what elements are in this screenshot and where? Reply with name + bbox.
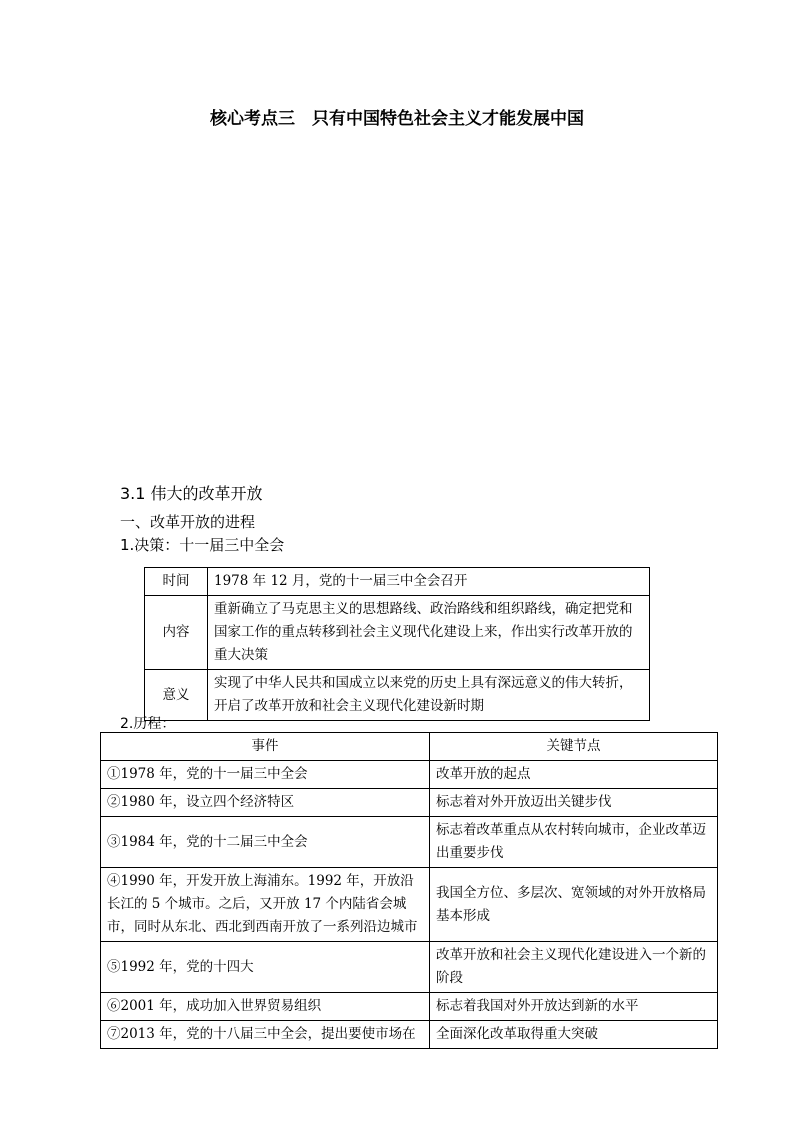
table-row [145,670,650,721]
table-row [145,596,650,670]
table-row [101,993,718,1021]
table-row [101,789,718,817]
table-cell-event: ①1978 年，党的十一届三中全会 [101,761,430,789]
subheading-process: 2.历程： [120,716,176,732]
table-cell-event: ②1980 年，设立四个经济特区 [101,789,430,817]
table-cell-value: 实现了中华人民共和国成立以来党的历史上具有深远意义的伟大转折，开启了改革开放和社会主义现代化建设新时期 [208,670,650,721]
decision-table [144,567,650,721]
table-cell-node: 标志着改革重点从农村转向城市，企业改革迈出重要步伐 [430,817,718,868]
table-cell-event: ⑤1992 年，党的十四大 [101,942,430,993]
section-heading: 3.1 伟大的改革开放 [120,484,263,503]
table-row [101,942,718,993]
table-cell-node: 改革开放和社会主义现代化建设进入一个新的阶段 [430,942,718,993]
table-cell-event: ⑥2001 年，成功加入世界贸易组织 [101,993,430,1021]
table-cell-key: 意义 [145,670,208,721]
table-cell-node: 全面深化改革取得重大突破 [430,1021,718,1049]
table-cell-event: ⑦2013 年，党的十八届三中全会，提出要使市场在 [101,1021,430,1049]
table-row [101,761,718,789]
table-cell-event: ④1990 年，开发开放上海浦东。1992 年，开放沿长江的 5 个城市。之后，又开放 17 个内陆省会城市，同时从东北、西北到西南开放了一系列沿边城市 [101,868,430,942]
table-cell-node: 我国全方位、多层次、宽领域的对外开放格局基本形成 [430,868,718,942]
table-row [101,868,718,942]
table-row [145,568,650,596]
table-row [101,817,718,868]
table-cell-node: 标志着我国对外开放达到新的水平 [430,993,718,1021]
table-row [101,1021,718,1049]
table-cell-node: 标志着对外开放迈出关键步伐 [430,789,718,817]
process-table [100,732,718,1049]
table-cell-value: 重新确立了马克思主义的思想路线、政治路线和组织路线，确定把党和国家工作的重点转移到社会主义现代化建设上来，作出实行改革开放的重大决策 [208,596,650,670]
page-title: 核心考点三 只有中国特色社会主义才能发展中国 [210,109,584,129]
subheading-reform-process: 一、改革开放的进程 [120,513,256,531]
table-header-row [101,733,718,761]
table-cell-event: ③1984 年，党的十二届三中全会 [101,817,430,868]
table-cell-key: 时间 [145,568,208,596]
table-cell-node: 改革开放的起点 [430,761,718,789]
table-cell-key: 内容 [145,596,208,670]
column-header-key-node: 关键节点 [430,733,718,761]
subheading-decision: 1.决策：十一届三中全会 [120,536,285,554]
table-cell-value: 1978 年 12 月，党的十一届三中全会召开 [208,568,650,596]
column-header-event: 事件 [101,733,430,761]
